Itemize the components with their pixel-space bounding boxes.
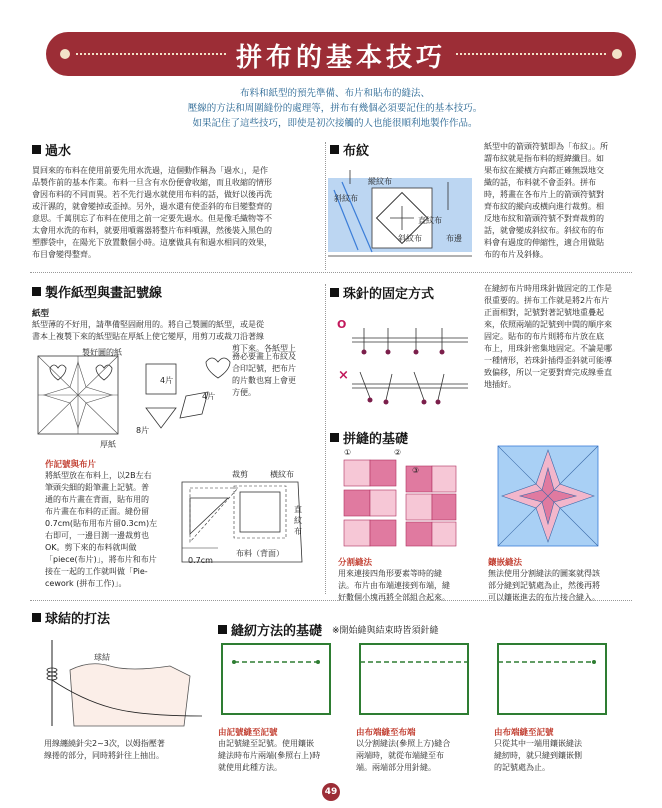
sewing-section bbox=[218, 620, 638, 639]
piecing-step-3: ③ bbox=[412, 466, 420, 475]
template-sub-marking: 作記號與布片 bbox=[45, 460, 97, 470]
piecing-step-1: ① bbox=[344, 448, 352, 457]
sewing-diagram-2 bbox=[356, 640, 474, 718]
grain-diagram bbox=[328, 160, 472, 260]
grain-section bbox=[330, 140, 470, 159]
pins-ok-mark: O bbox=[337, 318, 347, 331]
sewing-note: ※開始縫與結束時皆須針縫 bbox=[332, 626, 439, 636]
banner-dot-right bbox=[612, 49, 622, 59]
template-label-cardboard: 厚紙 bbox=[100, 440, 116, 449]
intro-text bbox=[120, 86, 550, 131]
sewing-diagram-1 bbox=[218, 640, 336, 718]
sewing-sub-1: 由記號縫至記號 bbox=[218, 728, 278, 738]
intro-line: 如果記住了這些技巧，即使是初次接觸的人也能很順利地製作作品。 bbox=[192, 118, 478, 129]
knot-title: 球結的打法 bbox=[32, 608, 212, 627]
cut-label-back: 布料（背面） bbox=[236, 549, 284, 558]
sewing-text-2: 以分割縫法(參照上方)縫合 兩端時，就從布端縫至布 端。兩端部分用針縫。 bbox=[356, 739, 451, 772]
title-banner bbox=[46, 32, 636, 76]
sewing-text-3: 只從其中一端用鑲嵌縫法 縫紉時，就只縫到鑲嵌側 的記號處為止。 bbox=[494, 739, 582, 772]
knot-section bbox=[32, 608, 212, 627]
template-sub-pattern: 紙型 bbox=[32, 309, 50, 319]
knot-text: 用線纏繞針尖2~3次，以姆指壓著 線捲的部分，同時將針往上抽出。 bbox=[44, 739, 165, 760]
template-text2: 將紙型放在布料上，以2B左右 筆頭尖細的鉛筆畫上記號。普 通的布片畫在背面，貼布用的 布片畫在布料的正面。縫份留 0.7cm(貼布用布片留0.3cm)左 右即可，一邊目測一邊裁剪也 OK。剪下來的布料就叫做 「piece(布片)」，將布片和布片 接在一起的工作就叫做「Pie- cework (拼布工作)」。 bbox=[45, 471, 158, 588]
piecing-section bbox=[330, 428, 480, 447]
split-text: 用來連接四角形要素等時的縫 法。布片由布端連接到布端，縫 好數個小塊再將全部組合起來。 bbox=[338, 569, 450, 602]
soak-title: 過水 bbox=[32, 140, 317, 159]
soak-section bbox=[32, 140, 317, 261]
piecing-step-2: ② bbox=[394, 448, 402, 457]
grain-text: 紙型中的箭頭符號即為「布紋」。所 謂布紋就是指布料的經緯纖目。如 果布紋在縱橫方向都正確無誤地交 織的話，布料就不會歪斜。拼布 時，將畫在各布片上的箭頭符號對 齊布紋的縱向或橫向進行裁剪。相 反地布紋和箭頭符號不對齊裁剪的 話，就會變成斜紋布。斜紋布的布 料會有過度的伸縮性，適合用做貼 布的布片及斜條。 bbox=[484, 142, 608, 259]
template-label-8: 8片 bbox=[136, 426, 150, 435]
grain-title: 布紋 bbox=[330, 140, 470, 159]
inset-piecing-diagram bbox=[488, 438, 606, 548]
sewing-text-1: 由記號縫至記號。使用鑲嵌 縫法時布片兩端(參照右上)時 就使用此種方法。 bbox=[218, 739, 321, 772]
pins-ng-mark: × bbox=[338, 368, 349, 383]
sewing-diagram-3 bbox=[494, 640, 612, 718]
cut-label-vertical: 直紋布 bbox=[294, 505, 302, 536]
cut-label-horizontal: 橫紋布 bbox=[270, 470, 294, 479]
grain-label-straight: 直紋布 bbox=[418, 216, 442, 225]
intro-line: 布料和紙型的預先準備、布片和貼布的縫法、 bbox=[239, 88, 430, 99]
cut-label-cut: 裁剪 bbox=[232, 470, 248, 479]
page-number: 49 bbox=[322, 783, 340, 801]
cut-label-allowance: 0.7cm bbox=[188, 556, 213, 565]
pins-title: 珠針的固定方式 bbox=[330, 283, 480, 302]
template-label-4a: 4片 bbox=[160, 376, 174, 385]
page-title: 拼布的基本技巧 bbox=[235, 43, 446, 73]
inset-text: 無法使用分割縫法的圖案就得該 部分縫到記號處為止，然後再將 可以鑲嵌進去的布片接合縫入。 bbox=[488, 569, 600, 602]
grain-label-vertical: 縱紋布 bbox=[368, 177, 392, 186]
grain-label-edge: 布邊 bbox=[446, 234, 462, 243]
template-text1b: 務必要畫上布紋及 合印記號，把布片 的片數也寫上會更 方便。 bbox=[232, 352, 296, 397]
template-title: 製作紙型與畫記號線 bbox=[32, 282, 317, 301]
intro-line: 壓線的方法和周圍縫份的處理等，拼布有幾個必須要記住的基本技巧。 bbox=[187, 103, 483, 114]
split-piecing-diagram bbox=[340, 446, 458, 550]
template-section bbox=[32, 282, 317, 355]
knot-label: 球結 bbox=[94, 653, 110, 662]
template-label-drawing: 製好圖的紙 bbox=[82, 348, 122, 357]
grain-label-bias2: 斜紋布 bbox=[398, 234, 422, 243]
piecing-title: 拼縫的基礎 bbox=[330, 428, 480, 447]
sewing-sub-3: 由布端縫至記號 bbox=[494, 728, 554, 738]
grain-label-bias1: 斜紋布 bbox=[334, 194, 358, 203]
inset-sub: 鑲嵌縫法 bbox=[488, 558, 523, 568]
pins-section bbox=[330, 283, 480, 302]
template-label-4b: 4片 bbox=[202, 392, 216, 401]
soak-text: 買回來的布料在使用前要先用水洗過，這個動作稱為「過水」，是作 品製作前的基本作業。布料一旦含有水份便會收縮，而且收縮的情形 會因布料的不同而異。若不先行過水就使用布料的話，做好以後再洗 或汗濕的，就會變掉或歪掉。另外，過水還有使歪斜的布目變整齊的 意思。千萬別忘了布料在使用之前一定要先過水。但是像毛織物等不 太會用水洗的布料，就要用噴霧器將整片布料噴濕，然後裝入黑色的 塑膠袋中，在陽光下放置數個小時。這麼做具有和過水相同的效果， 布目會變得整齊。 bbox=[32, 166, 272, 259]
pins-text: 在縫紉布片時用珠針做固定的工作是 很重要的。拼布工作就是將2片布片 正面相對，記號對著記號地重疊起 來，依照兩端的記號到中間的順序來 固定。貼布的布片則將布片放在底 布上，用珠針密集地固定。不論是哪 一種情形，若珠針插得歪斜就可能導 致偏移，所以一定要對齊完成線垂直 地插好。 bbox=[484, 284, 612, 389]
sewing-sub-2: 由布端縫至布端 bbox=[356, 728, 416, 738]
split-sub: 分割縫法 bbox=[338, 558, 373, 568]
banner-dots-right bbox=[456, 53, 606, 55]
sewing-title: 縫紉方法的基礎 ※開始縫與結束時皆須針縫 bbox=[218, 620, 638, 639]
knot-diagram bbox=[40, 630, 210, 730]
pins-diagram bbox=[352, 318, 470, 414]
template-text1: 紙型薄的不好用，請準備堅固耐用的。將自己製圖的紙型，或是從 書本上複製下來的紙型貼在厚紙上使它變厚，用剪刀或裁刀沿著線 剪下來。各紙型上 bbox=[32, 320, 296, 353]
